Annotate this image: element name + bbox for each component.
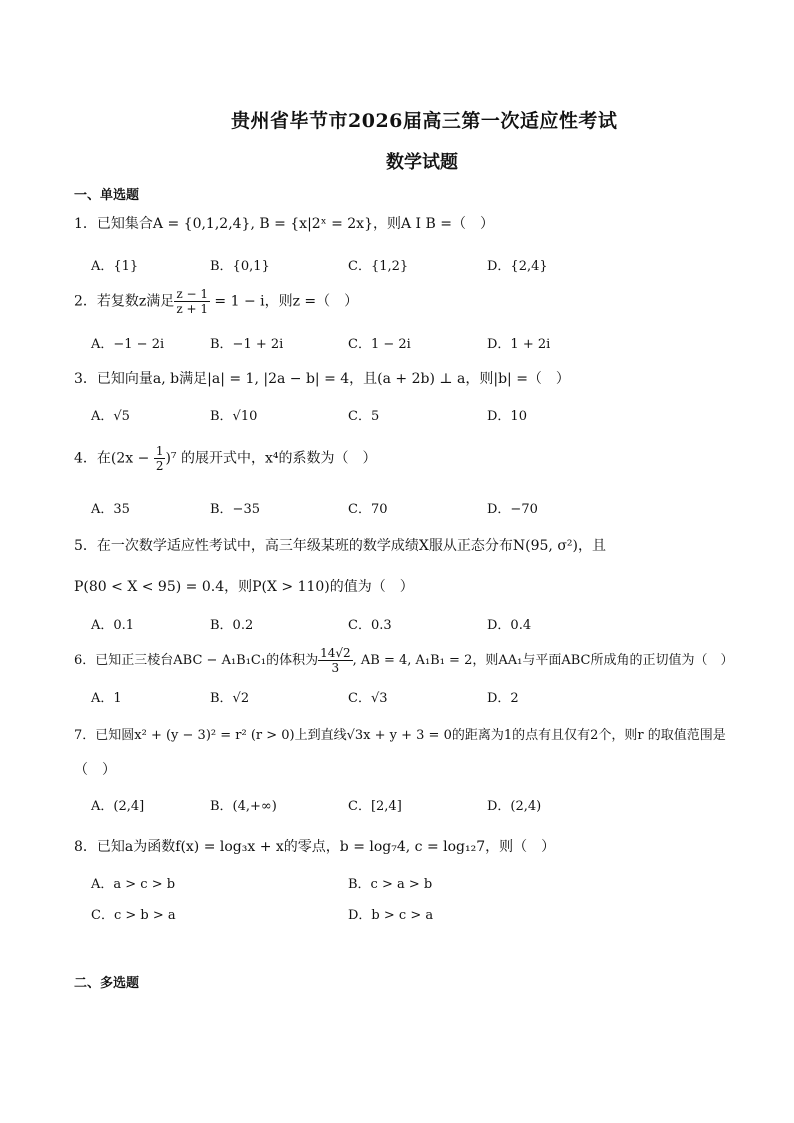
option-b: B．−1 + 2i [210,337,284,352]
question-3 [74,368,570,388]
fraction [174,287,210,316]
option-a: A．0.1 [91,618,135,633]
question-7-line-2: （ ） [74,762,116,778]
option-b: B．√10 [210,409,258,424]
option-d: D．2 [487,691,519,706]
question-2 [74,287,358,316]
page-subtitle: 数学试题 [386,152,458,173]
option-b: B．(4,+∞) [210,799,277,814]
question-text: 已知集合A = {0,1,2,4}, B = {x|2ˣ = 2x}，则A I B =（ ） [96,216,494,232]
section-heading-multiple-choice: 二、多选题 [74,976,140,991]
fraction-denominator: 2 [155,459,164,473]
question-8 [74,836,555,856]
option-d: D．b > c > a [348,908,434,923]
option-c: C．1 − 2i [348,337,411,352]
question-text: 已知向量a, b满足|a| = 1, |2a − b| = 4，且(a + 2b) ⊥ a，则|b| =（ ） [96,371,570,387]
option-a: A．(2,4] [91,799,145,814]
question-7 [74,724,726,743]
option-d: D．10 [487,409,527,424]
option-a: A．1 [91,691,122,706]
option-c: C．0.3 [348,618,392,633]
question-5-line-2: P(80 < X < 95) = 0.4，则P(X > 110)的值为（ ） [74,579,414,595]
question-5 [74,535,606,555]
question-text: 在一次数学适应性考试中，高三年级某班的数学成绩X服从正态分布N(95, σ²)，且 [96,538,606,554]
page-title: 贵州省毕节市2026届高三第一次适应性考试 [231,110,618,132]
option-d: D．−70 [487,502,538,517]
question-text: 已知a为函数f(x) = log₃x + x的零点，b = log₇4, c = log₁₂7，则（ ） [96,839,556,855]
fraction-numerator: z − 1 [176,287,208,301]
option-b: B．−35 [210,502,260,517]
option-d: D．1 + 2i [487,337,551,352]
option-c: C．c > b > a [91,908,176,923]
option-c: C．{1,2} [348,259,409,274]
question-text: , AB = 4, A₁B₁ = 2，则AA₁与平面ABC所成角的正切值为（ ） [352,653,734,668]
question-number: 5． [74,538,97,554]
option-d: D．0.4 [487,618,532,633]
option-c: C．5 [348,409,380,424]
fraction-numerator: 1 [155,444,164,458]
question-number: 7． [74,728,96,743]
fraction-numerator: 14√2 [320,646,351,660]
fraction-denominator: z + 1 [176,302,208,316]
question-4 [74,444,377,473]
option-c: C．70 [348,502,388,517]
section-heading-single-choice: 一、单选题 [74,188,140,203]
question-number: 4． [74,450,97,467]
option-a: A．35 [91,502,130,517]
question-text: 已知圆x² + (y − 3)² = r² (r > 0)上到直线√3x + y + 3 = 0的距离为1的点有且仅有2个，则r 的取值范围是 [95,728,726,743]
question-1 [74,213,494,233]
question-number: 8． [74,839,97,855]
question-number: 2． [74,293,97,310]
question-number: 1． [74,216,97,232]
question-text: 若复数z满足 [96,293,175,310]
fraction-denominator: 3 [331,661,340,675]
option-b: B．{0,1} [210,259,270,274]
option-c: C．[2,4] [348,799,402,814]
option-a: A．a > c > b [91,877,176,892]
fraction [154,444,166,473]
option-c: C．√3 [348,691,388,706]
question-number: 3． [74,371,97,387]
option-b: B．0.2 [210,618,254,633]
question-text: = 1 − i，则z =（ ） [209,293,359,310]
question-number: 6． [74,653,96,668]
option-d: D．{2,4} [487,259,548,274]
question-text: 在(2x − [96,450,154,467]
option-a: A．√5 [91,409,130,424]
question-6 [74,646,733,675]
question-text: )⁷ 的展开式中，x⁴的系数为（ ） [165,450,377,467]
option-a: A．−1 − 2i [91,337,165,352]
option-b: B．√2 [210,691,250,706]
option-a: A．{1} [91,259,139,274]
fraction [318,646,353,675]
question-text: 已知正三棱台ABC − A₁B₁C₁的体积为 [95,653,319,668]
option-b: B．c > a > b [348,877,433,892]
option-d: D．(2,4) [487,799,542,814]
